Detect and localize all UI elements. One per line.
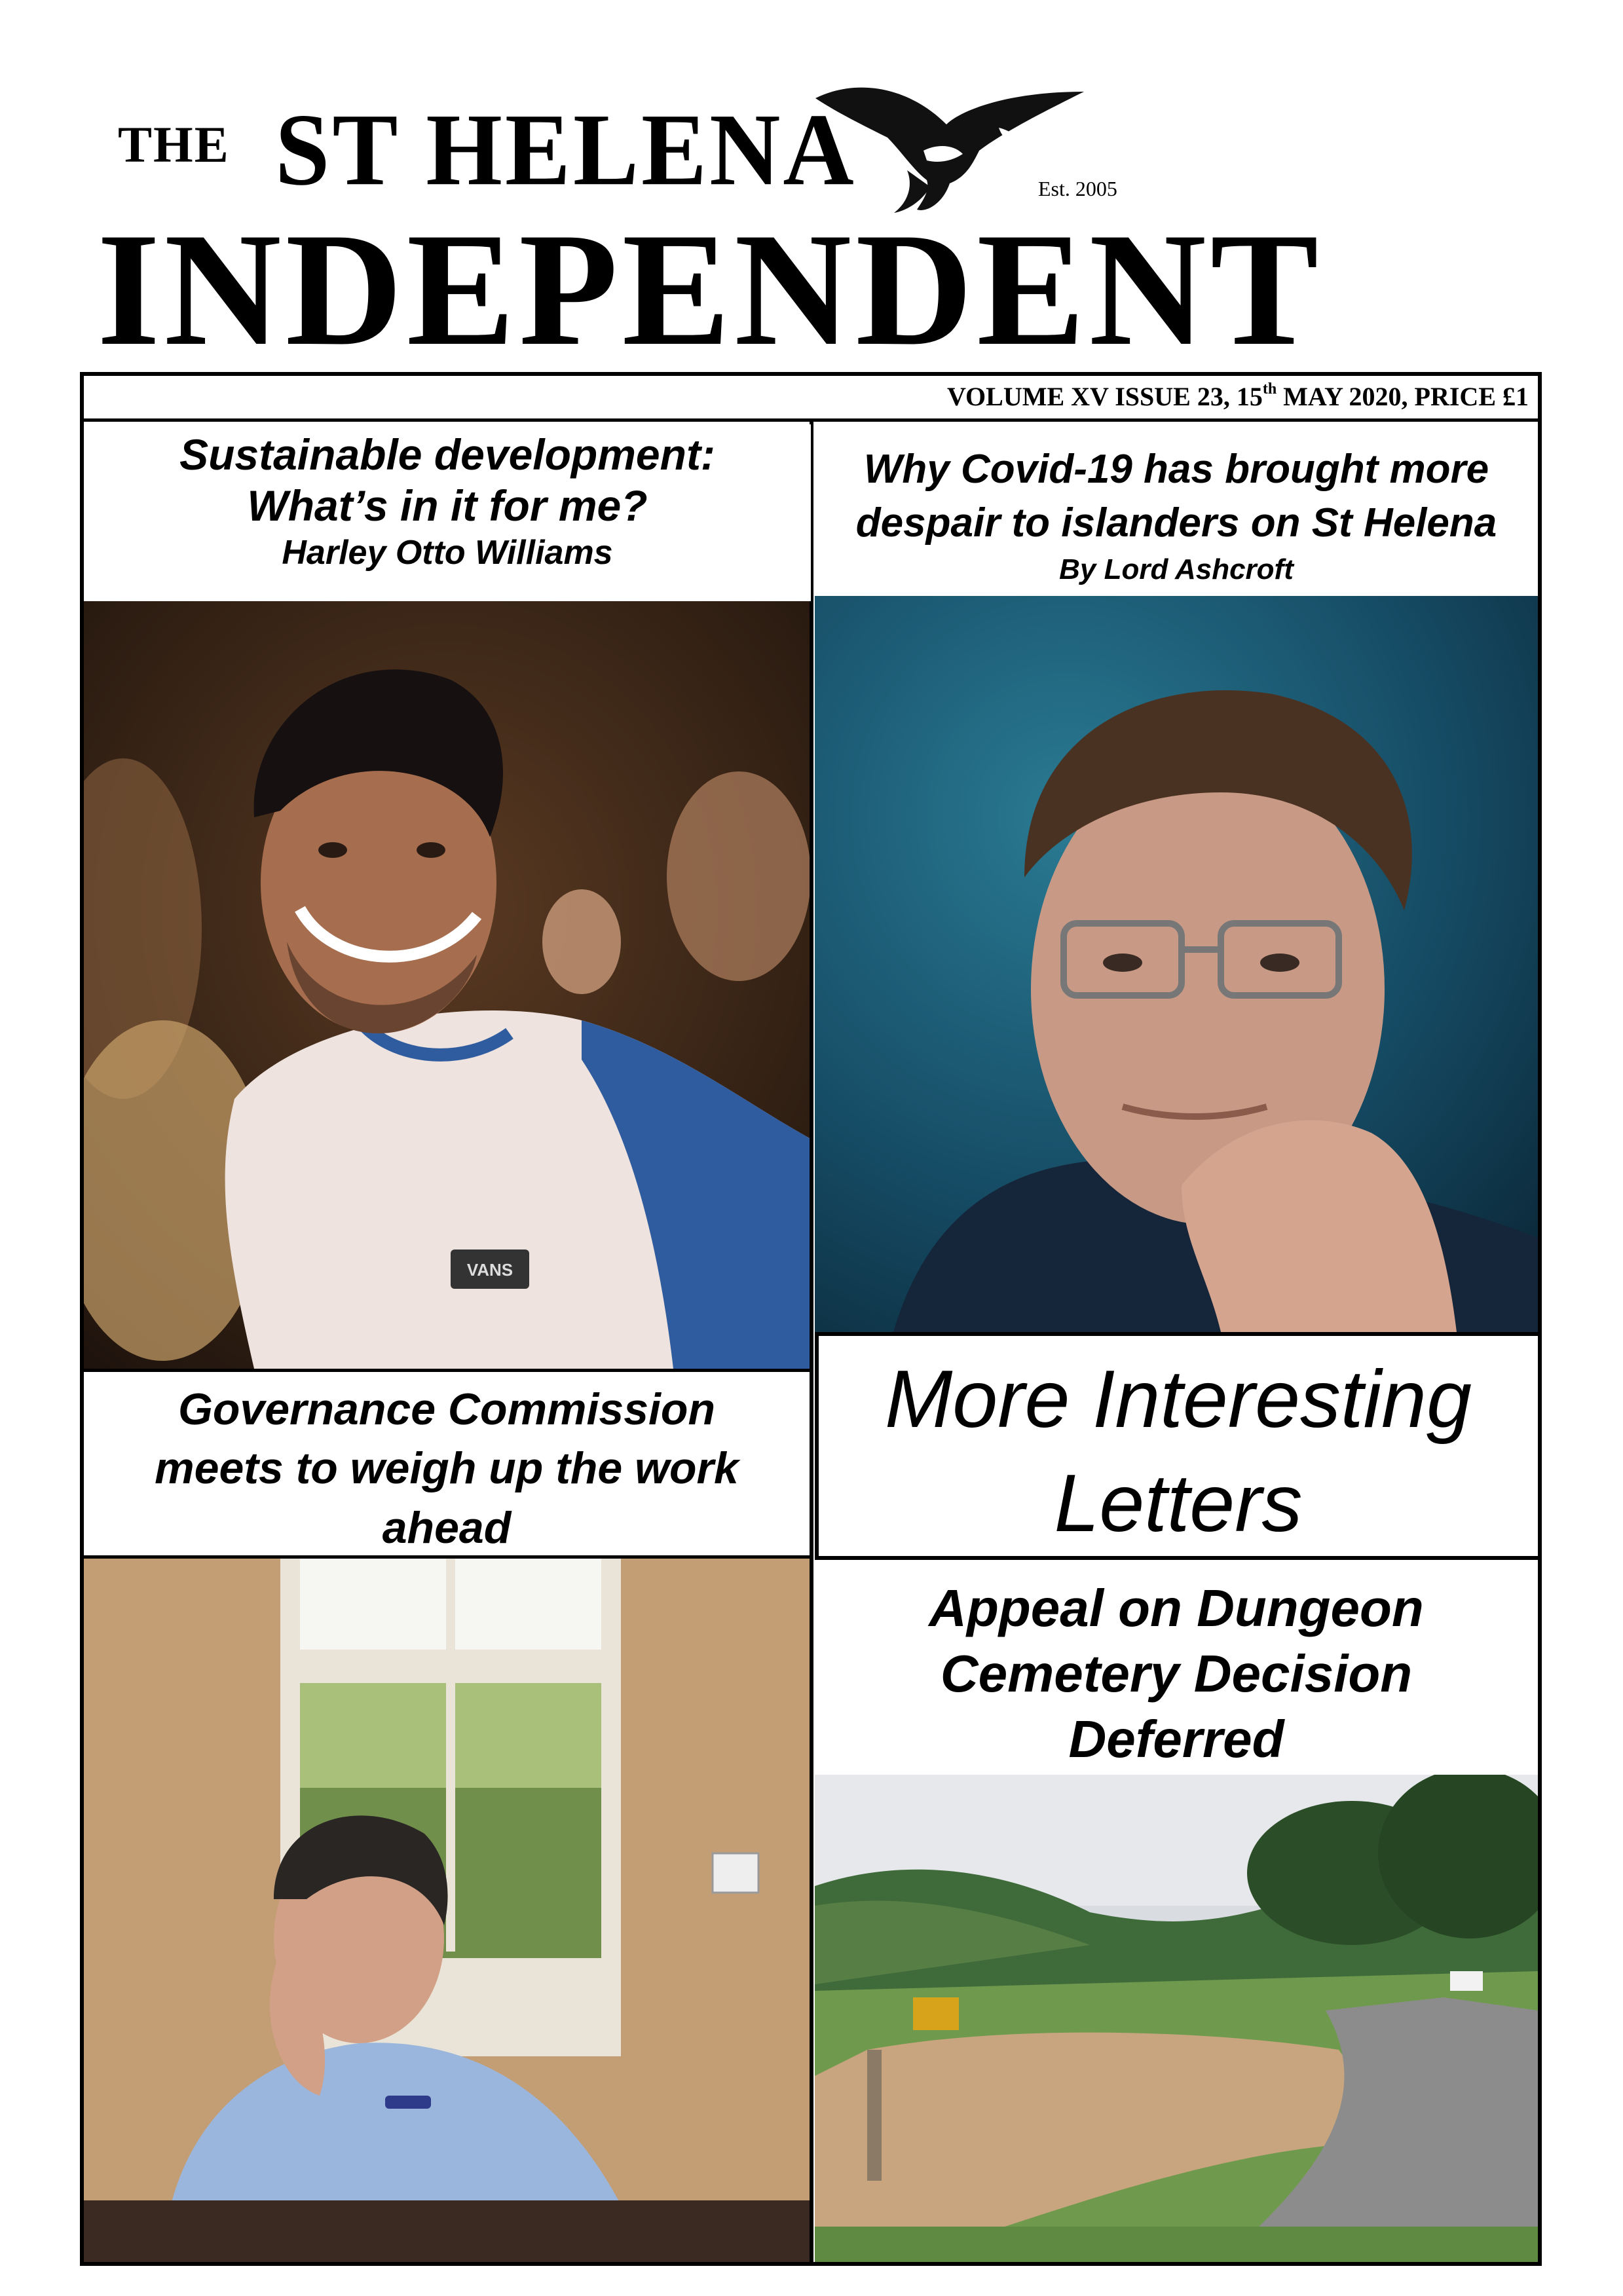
- story-byline: Harley Otto Williams: [282, 533, 613, 572]
- story-headline: Sustainable development: What’s in it for me?: [179, 430, 715, 530]
- masthead-name: ST HELENA: [275, 92, 857, 207]
- story-headline: Governance Commission meets to weigh up the work ahead: [155, 1384, 739, 1553]
- photo-governance-commission: [84, 1559, 810, 2262]
- story-headline: Appeal on Dungeon Cemetery Decision Deferred: [929, 1579, 1424, 1768]
- masthead-the: THE: [118, 116, 230, 173]
- issue-info: VOLUME XV ISSUE 23, 15th MAY 2020, PRICE £1: [946, 380, 1529, 411]
- story-dungeon-cemetery[interactable]: [815, 1560, 1538, 1775]
- story-headline: Why Covid-19 has brought more despair to islanders on St Helena: [855, 447, 1497, 546]
- story-headline: More Interesting Letters: [885, 1354, 1472, 1549]
- story-byline: By Lord Ashcroft: [1059, 553, 1294, 585]
- issue-bar: [80, 372, 1542, 422]
- masthead: [0, 0, 1623, 379]
- masthead-title: INDEPENDENT: [97, 199, 1323, 379]
- story-governance-commission[interactable]: [84, 1369, 810, 1559]
- story-covid[interactable]: [815, 424, 1538, 596]
- masthead-established: Est. 2005: [1038, 177, 1117, 200]
- shirt-logo: VANS: [466, 1260, 513, 1280]
- story-sustainable-development[interactable]: [84, 424, 811, 601]
- column-divider: [810, 422, 813, 2263]
- photo-dungeon-road: [815, 1775, 1538, 2262]
- photo-harley-williams: [84, 601, 810, 1369]
- story-more-interesting-letters[interactable]: [815, 1332, 1542, 1560]
- photo-lord-ashcroft: [815, 596, 1538, 1332]
